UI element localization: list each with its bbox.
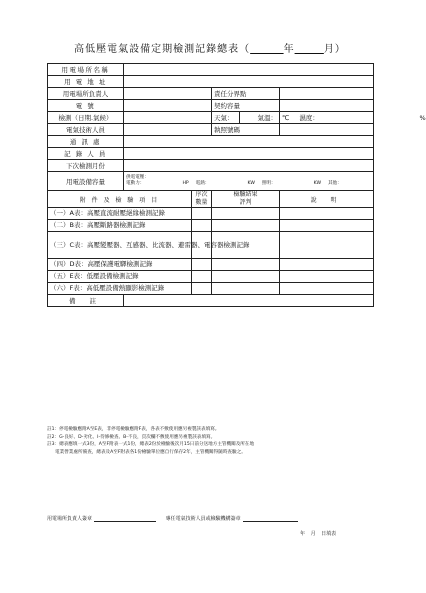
field-site-address[interactable] (124, 76, 374, 88)
items-header-row (48, 191, 374, 208)
label-weather: 天氣： (212, 112, 240, 124)
label-remark: 備 註 (48, 295, 124, 307)
item-row (48, 271, 374, 283)
item-note-field[interactable] (280, 220, 374, 232)
header-serial: 序次 數量 (192, 191, 212, 208)
field-technician[interactable] (124, 124, 212, 136)
field-contract-capacity[interactable] (280, 100, 374, 112)
owner-signature-line[interactable] (94, 521, 156, 522)
label-inspection-date: 檢測（日期.氣候） (48, 112, 124, 124)
field-inspection-date[interactable] (124, 112, 212, 124)
row-technician (48, 124, 374, 136)
item-label: （四）D表：高壓保護電驛檢測記錄 (48, 259, 192, 271)
item-result-field[interactable] (212, 271, 280, 283)
field-site-owner[interactable] (124, 88, 212, 100)
footnote: 註2：G-良好、D-劣化、I-待修檢查、B-不良，頁次欄不敷使用應另複製該表填寫。 (47, 434, 216, 440)
item-row (48, 208, 374, 220)
label-site-name: 用電場所名稱 (48, 64, 124, 76)
item-result-field[interactable] (212, 220, 280, 232)
field-meter-no[interactable] (124, 100, 212, 112)
item-result-field[interactable] (212, 208, 280, 220)
row-site-address (48, 76, 374, 88)
signature-area (47, 515, 377, 522)
label-license-no: 執照號碼 (212, 124, 280, 136)
item-row (48, 232, 374, 259)
footnote: 註3：總表應填一式3份，A至F附表一式1份，總表2份於檢驗後次月15日前分送地方主管機關及所在地 (47, 442, 255, 447)
page-title: 高低壓電氣設備定期檢測記錄總表（ 年 月） (74, 44, 346, 55)
item-note-field[interactable] (280, 259, 374, 271)
label-contract-capacity: 契約容量 (212, 100, 280, 112)
footnotes (47, 426, 382, 456)
item-serial-field[interactable] (192, 259, 212, 271)
item-note-field[interactable] (280, 208, 374, 220)
footnote: 註1：停電檢驗應附A至E表，非停電檢驗應附F表，各表不敷使用應另複製該表填寫。 (47, 427, 220, 432)
label-site-owner: 用電場所負責人 (48, 88, 124, 100)
field-remark[interactable] (124, 295, 374, 307)
item-note-field[interactable] (280, 271, 374, 283)
item-label: （一）A表：高壓直流耐壓絕緣檢測記錄 (48, 208, 192, 220)
technician-signature-line[interactable] (243, 521, 298, 522)
fill-date: 年 月 日填表 (300, 531, 337, 537)
label-responsibility: 責任分界點 (212, 88, 280, 100)
label-site-address: 用 電 地 址 (48, 76, 124, 88)
item-serial-field[interactable] (192, 271, 212, 283)
label-humidity: ℃ 濕度： % (280, 112, 374, 124)
item-note-field[interactable] (280, 232, 374, 259)
footnote-continued: 電業營業處所備查，總表及A至F附表各1份檢驗單位應自行保存2年，主管機關得隨時查驗之。 (55, 449, 246, 455)
label-temperature: 氣溫： (240, 112, 280, 124)
label-next-month: 下次檢測月份 (48, 160, 124, 172)
owner-signature-label: 用電場所負責人簽章 (47, 516, 93, 522)
field-recorder[interactable] (124, 148, 374, 160)
field-site-name[interactable] (124, 64, 374, 76)
label-meter-no: 電 號 (48, 100, 124, 112)
remark-row (48, 295, 374, 307)
item-row (48, 259, 374, 271)
row-site-name (48, 64, 374, 76)
field-license-no[interactable] (280, 124, 374, 136)
row-recorder (48, 148, 374, 160)
row-site-owner (48, 88, 374, 100)
item-row (48, 283, 374, 295)
header-items: 附 件 及 檢 驗 項 目 (48, 191, 192, 208)
field-next-month[interactable] (124, 160, 374, 172)
label-equip-capacity: 用電設備容量 (48, 172, 124, 191)
label-recorder: 記 錄 人 員 (48, 148, 124, 160)
inspection-form-table (47, 63, 426, 307)
row-meter (48, 100, 374, 112)
field-notify[interactable] (124, 136, 374, 148)
item-row (48, 220, 374, 232)
row-notify (48, 136, 374, 148)
label-notify: 通 訊 處 (48, 136, 124, 148)
item-serial-field[interactable] (192, 208, 212, 220)
row-equip-capacity (48, 172, 374, 191)
row-inspection-date (48, 112, 374, 124)
item-label: （三）C表：高壓變壓器、互感器、比流器、避雷器、電容器檢測記錄 (48, 232, 192, 259)
item-note-field[interactable] (280, 283, 374, 295)
row-next-month (48, 160, 374, 172)
item-result-field[interactable] (212, 283, 280, 295)
item-label: （五）E表：低壓設備檢測記錄 (48, 271, 192, 283)
field-responsibility[interactable] (280, 88, 374, 100)
header-result: 檢驗結果 評判 (212, 191, 280, 208)
item-serial-field[interactable] (192, 283, 212, 295)
item-label: （二）B表：高壓斷路器檢測記錄 (48, 220, 192, 232)
field-equip-capacity[interactable]: 供電電壓： 電動力： HP 電熱： KW 照明： KW 其他： (124, 172, 374, 191)
technician-signature-label: 專任電氣技術人員或檢驗機構簽章 (165, 516, 241, 522)
item-result-field[interactable] (212, 259, 280, 271)
item-label: （六）F表：高低壓設備熱顯影檢測記錄 (48, 283, 192, 295)
label-technician: 電氣技術人員 (48, 124, 124, 136)
header-note: 說 明 (280, 191, 374, 208)
item-serial-field[interactable] (192, 220, 212, 232)
